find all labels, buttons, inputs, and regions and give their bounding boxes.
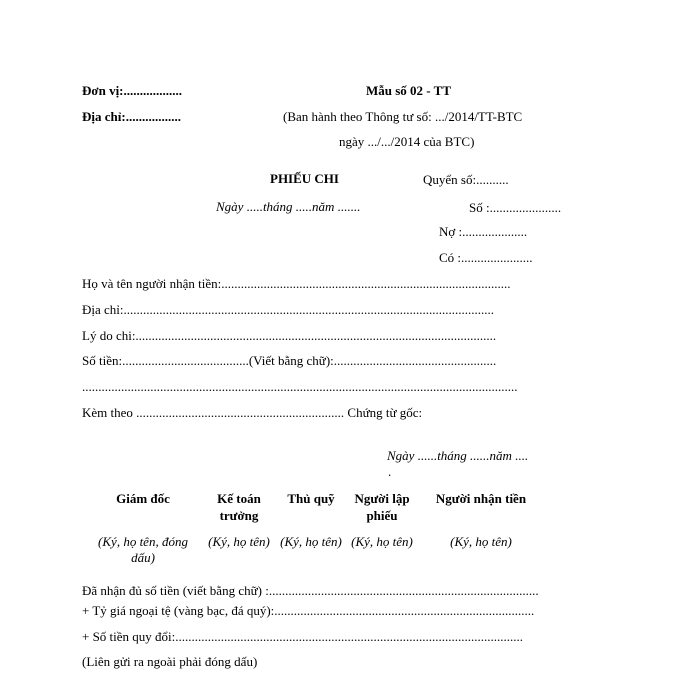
unit-label: Đơn vị:.................. (82, 83, 183, 98)
signature-title-preparer: Người lập phiếu (354, 491, 410, 523)
credit-account: Có :...................... (439, 250, 533, 265)
signature-title-cashier: Thủ quỹ (287, 491, 335, 506)
address-label: Địa chỉ:................. (82, 109, 181, 124)
issue-date-line: Ngày .....tháng .....năm ....... (216, 199, 361, 214)
converted-amount-field: + Số tiền quy đổi:........................................................................................................... (82, 629, 524, 644)
signature-date-line: Ngày ......tháng ......năm .... (387, 448, 529, 463)
signature-note-director: (Ký, họ tên, đóng dấu) (98, 534, 188, 565)
voucher-number: Số :...................... (469, 200, 562, 215)
received-amount-field: Đã nhận đủ số tiền (viết bằng chữ) :................................................................................... (82, 583, 539, 598)
exchange-rate-field: + Tỷ giá ngoại tệ (vàng bạc, đá quý):................................................................................ (82, 603, 535, 618)
document-title: PHIẾU CHI (270, 171, 339, 186)
signature-title-recipient: Người nhận tiền (435, 491, 527, 506)
debit-account: Nợ :.................... (439, 224, 528, 239)
signature-date-dot: . (388, 464, 392, 479)
issued-by: (Ban hành theo Thông tư số: .../2014/TT-BTC (283, 109, 523, 124)
signature-title-director: Giám đốc (116, 491, 170, 506)
reason-field: Lý do chi:............................................................................................................... (82, 328, 497, 343)
issued-date: ngày .../.../2014 của BTC) (339, 134, 475, 149)
signature-note-cashier: (Ký, họ tên) (280, 534, 342, 549)
signature-note-preparer: (Ký, họ tên) (351, 534, 413, 549)
signature-note-recipient: (Ký, họ tên) (450, 534, 512, 549)
recipient-address-field: Địa chỉ:.................................................................................................................. (82, 302, 495, 317)
amount-field: Số tiền:.......................................(Viết bằng chữ):.................................................. (82, 353, 497, 368)
signature-title-chief-accountant: Kế toán trưởng (217, 491, 261, 523)
attached-documents-field: Kèm theo ................................................................ Chứng từ gốc: (82, 405, 423, 420)
signature-note-chief-accountant: (Ký, họ tên) (208, 534, 270, 549)
book-number: Quyển số:.......... (423, 172, 509, 187)
recipient-name-field: Họ và tên người nhận tiền:......................................................................................... (82, 276, 511, 291)
stamp-note: (Liên gửi ra ngoài phải đóng dấu) (82, 654, 258, 669)
form-number: Mẫu số 02 - TT (366, 83, 451, 98)
amount-continuation: ...................................................................................................................................... (82, 379, 518, 394)
